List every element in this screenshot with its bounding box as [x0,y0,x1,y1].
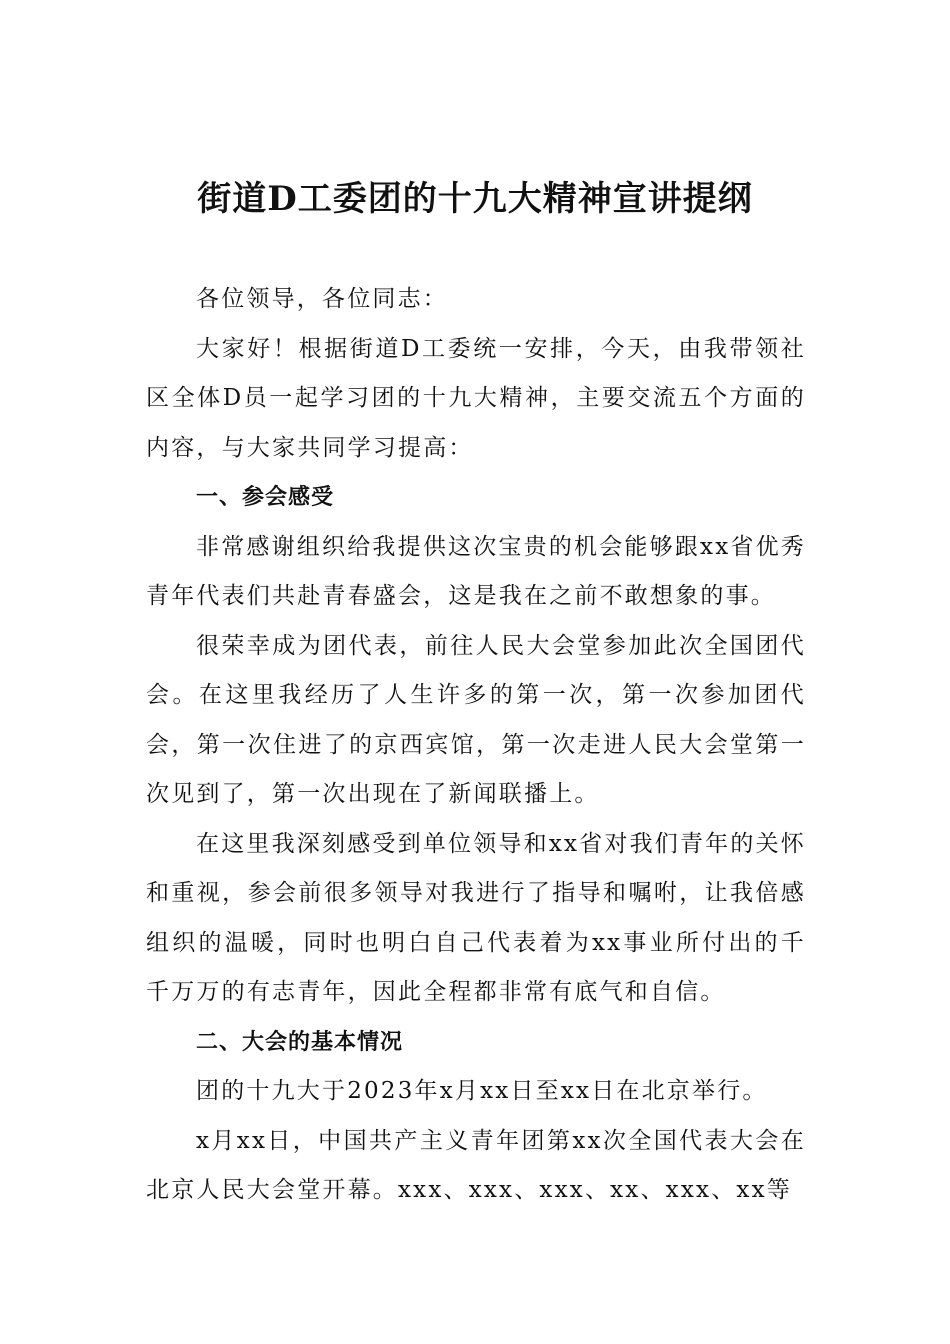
section-heading-2: 二、大会的基本情况 [196,1029,404,1055]
section1-paragraph-3: 在这里我深刻感受到单位领导和xx省对我们青年的关怀和重视，参会前很多领导对我进行了指导和嘱咐，让我倍感组织的温暖，同时也明白自己代表着为xx事业所付出的千千万万的有志青年，因此全程都非常有底气和自信。 [146,830,806,1005]
greeting-paragraph: 各位领导，各位同志： [196,286,448,312]
document-body [146,275,806,1216]
section-heading-1: 一、参会感受 [196,485,335,510]
section2-paragraph-1: 团的十九大于2023年x月xx日至xx日在北京举行。 [196,1078,768,1104]
section2-paragraph-2: x月xx日，中国共产主义青年团第xx次全国代表大会在北京人民大会堂开幕。xxx、xxx、xxx、xx、xxx、xx等 [146,1127,806,1203]
document-title: 街道D工委团的十九大精神宣讲提纲 [197,179,753,219]
intro-paragraph: 大家好！根据街道D工委统一安排，今天，由我带领社区全体D员一起学习团的十九大精神，主要交流五个方面的内容，与大家共同学习提高： [146,335,806,461]
section1-paragraph-2: 很荣幸成为团代表，前往人民大会堂参加此次全国团代会。在这里我经历了人生许多的第一次，第一次参加团代会，第一次住进了的京西宾馆，第一次走进人民大会堂第一次见到了，第一次出现在了新闻联播上。 [146,632,806,807]
section1-paragraph-1: 非常感谢组织给我提供这次宝贵的机会能够跟xx省优秀青年代表们共赴青春盛会，这是我在之前不敢想象的事。 [146,533,806,609]
